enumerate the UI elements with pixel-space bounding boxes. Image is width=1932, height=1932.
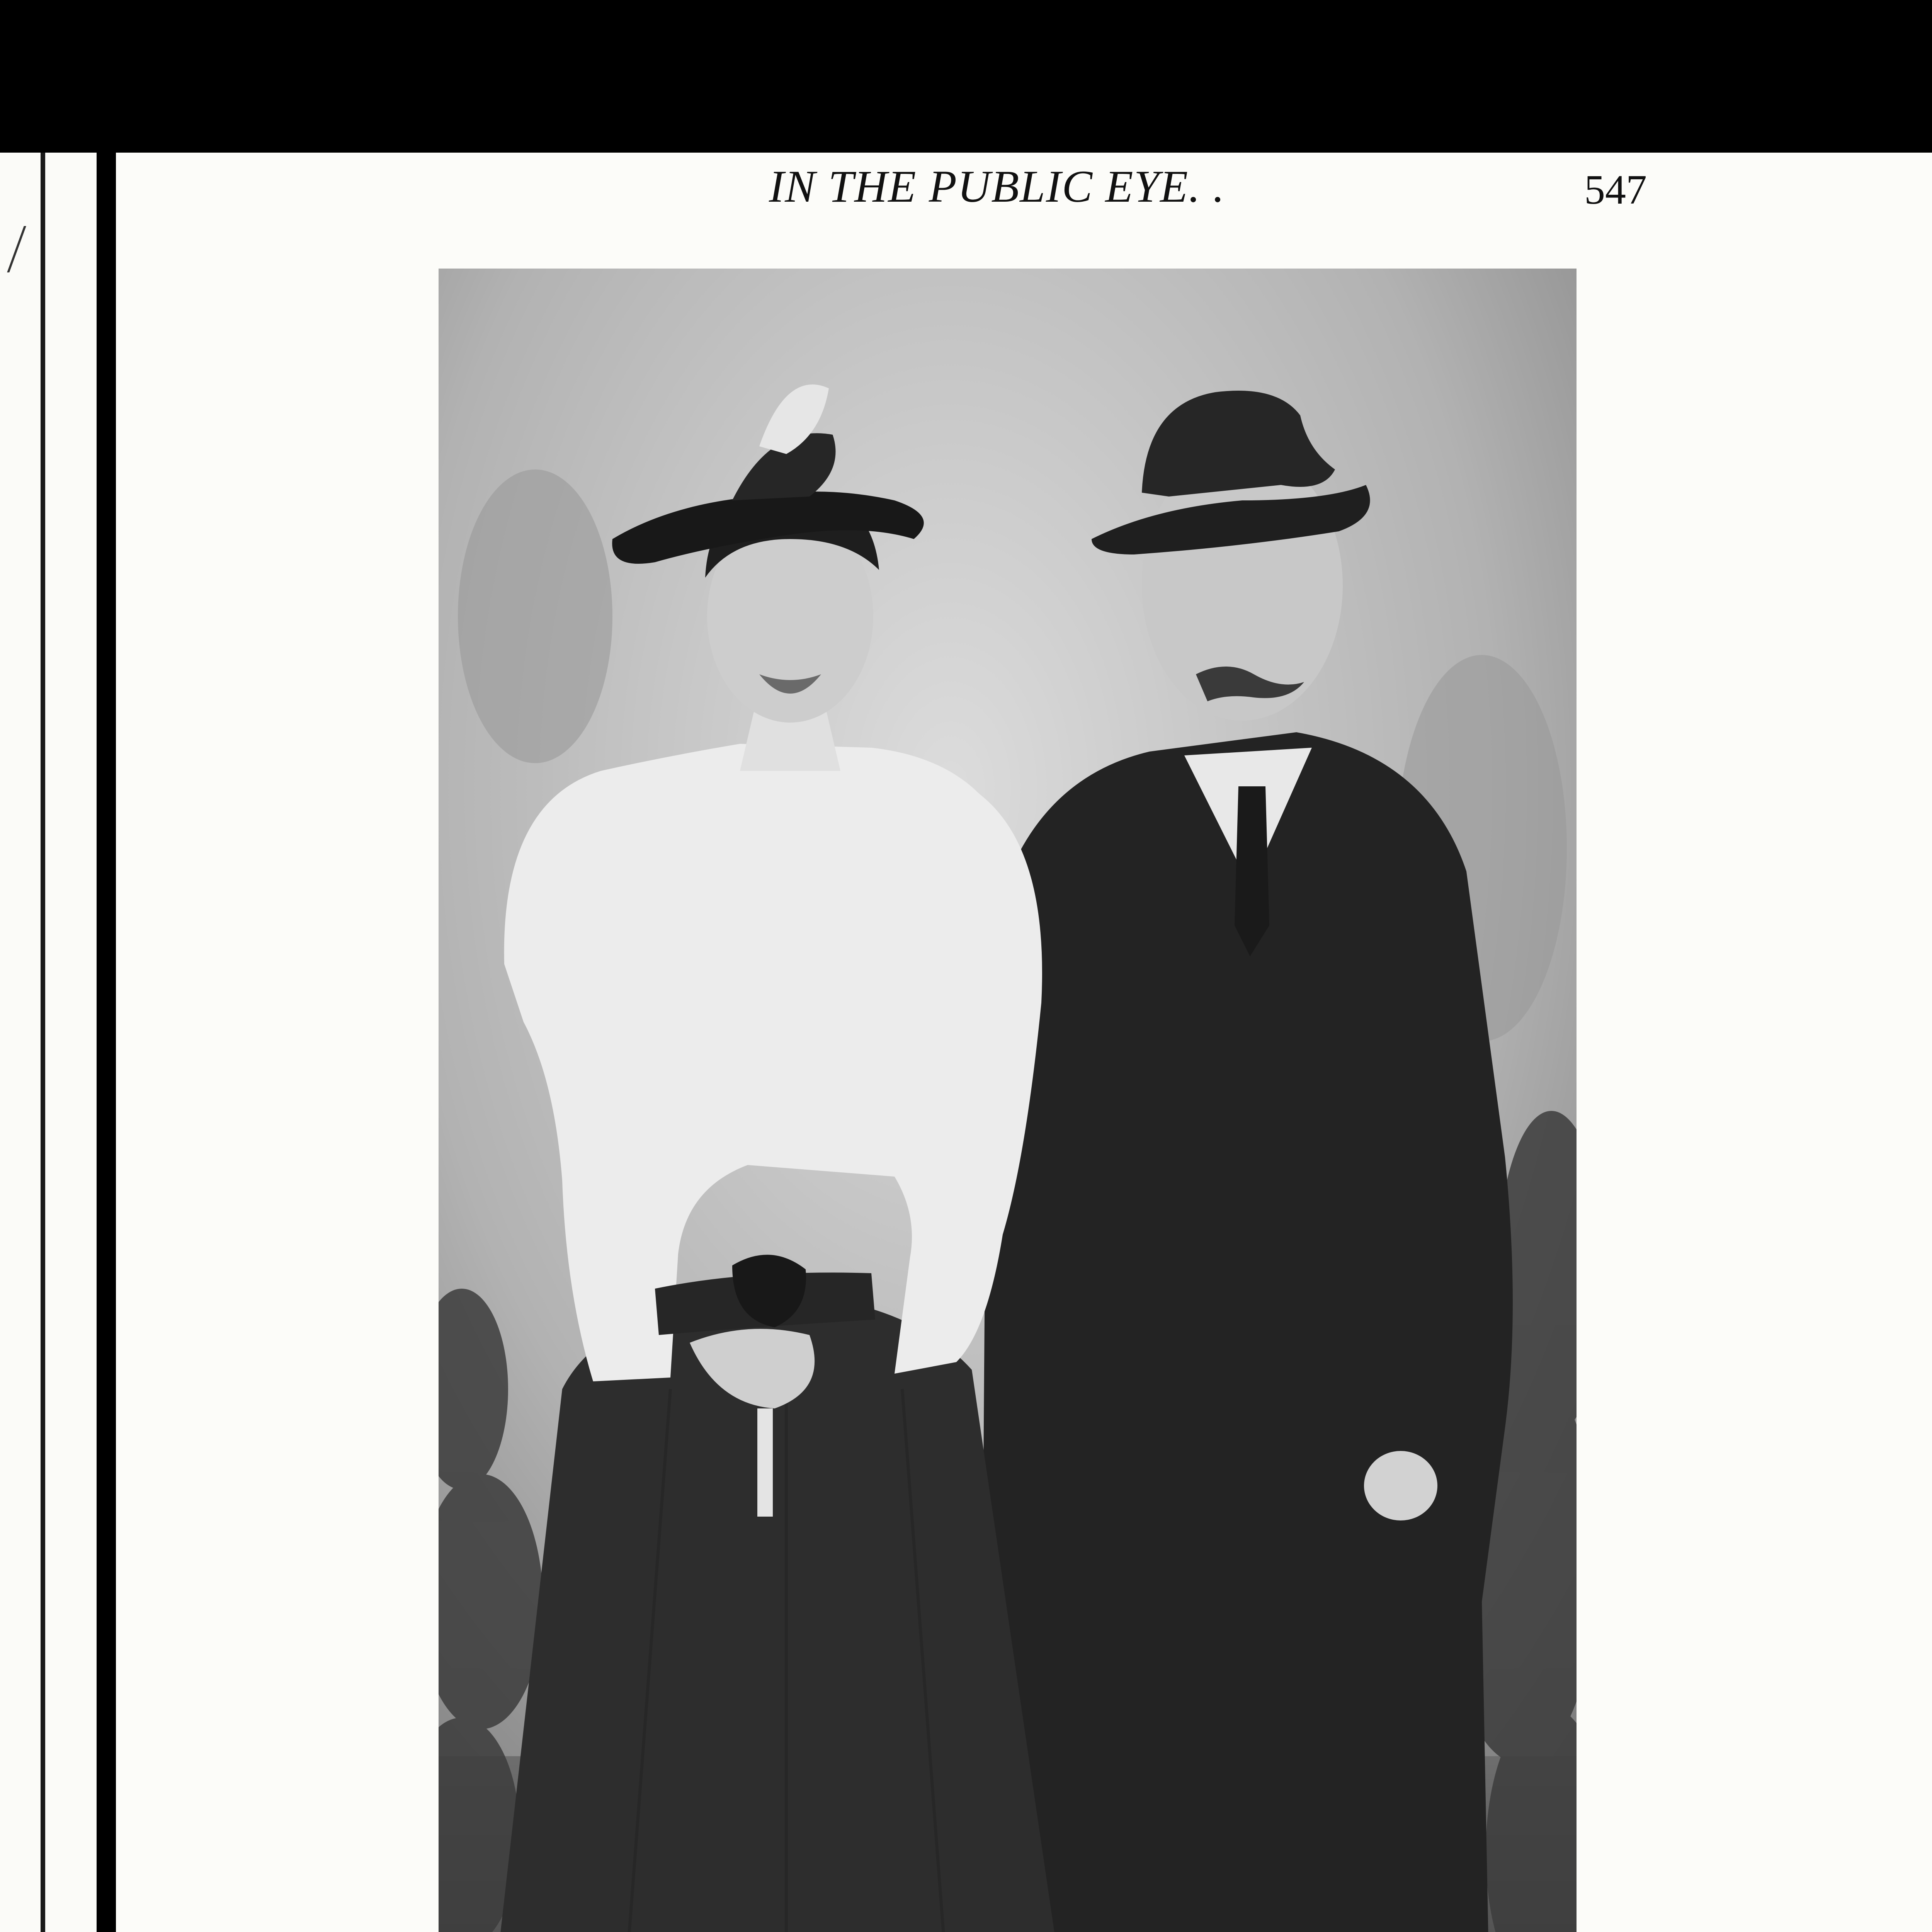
portrait-photograph (439, 269, 1577, 1932)
page-number: 547 (1584, 167, 1647, 213)
margin-mark (7, 226, 38, 272)
binding-rule (41, 153, 45, 1932)
previous-page-edge (0, 153, 97, 1932)
running-title: IN THE PUBLIC EYE. . (769, 161, 1225, 212)
